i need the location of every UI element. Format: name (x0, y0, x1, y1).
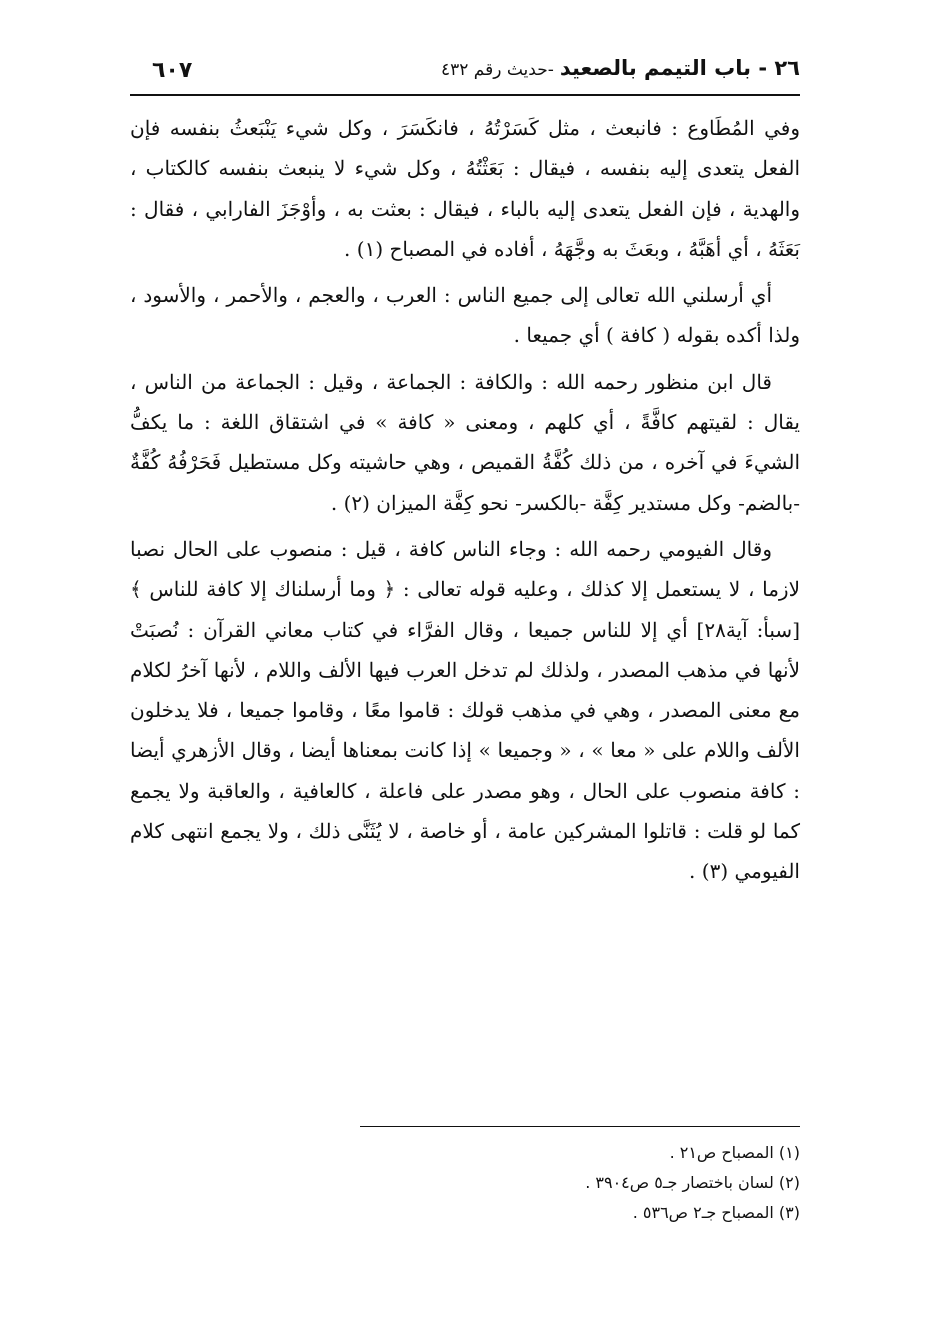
paragraph: أي أرسلني الله تعالى إلى جميع الناس : العرب ، والعجم ، والأحمر ، والأسود ، ولذا أكده بقوله ( كافة ) أي جميعا . (130, 283, 800, 348)
page-header (130, 56, 800, 88)
footnote: (١) المصباح ص٢١ . (669, 1143, 800, 1162)
running-title (441, 56, 800, 80)
page-number: ٦٠٧ (152, 58, 193, 83)
header-rule (130, 94, 800, 96)
paragraph: قال ابن منظور رحمه الله : والكافة : الجماعة ، وقيل : الجماعة من الناس ، يقال : لقيتهم كافَّةً ، أي كلهم ، ومعنى « كافة » في اشتقاق اللغة : ما يكفُّ الشيءَ في آخره ، من ذلك كُفَّةُ القميص ، وهي حاشيته وكل مستطيل فَحَرْفُهُ كُفَّةٌ -بالضم- وكل مستدير كِفَّة -بالكسر- نحو كِفَّة الميزان (٢) . (130, 369, 800, 515)
running-subtitle: -حديث رقم ٤٣٢ (440, 60, 554, 80)
running-title-text: ٢٦ - باب التيمم بالصعيد (559, 56, 800, 80)
footnote: (٢) لسان باختصار جـ٥ ص٣٩٠٤ . (585, 1173, 800, 1192)
body-text (130, 108, 800, 898)
footnote-rule (360, 1126, 800, 1127)
footnotes (130, 1138, 800, 1228)
paragraph: وفي المُطَاوع : فانبعث ، مثل كَسَرْتُهُ ، فانكَسَرَ ، وكل شيء يَنْبَعثُ بنفسه فإن الفعل يتعدى إليه بنفسه ، فيقال : بَعَثْتُهُ ، وكل شيء لا ينبعث بنفسه كالكتاب ، والهدية ، فإن الفعل يتعدى إليه بالباء ، فيقال : بعثت به ، وأوْجَزَ الفارابي ، فقال : بَعَثَهُ ، أي أهَبَّهُ ، وبعَثَ به وجَّهَهُ ، أفاده في المصباح (١) . (130, 116, 800, 261)
footnote: (٣) المصباح جـ٢ ص٥٣٦ . (632, 1203, 800, 1222)
paragraph: وقال الفيومي رحمه الله : وجاء الناس كافة ، قيل : منصوب على الحال نصبا لازما ، لا يستعمل إلا كذلك ، وعليه قوله تعالى : ﴿ وما أرسلناك إلا كافة للناس ﴾ [سبأ: آية٢٨] أي إلا للناس جميعا ، وقال الفرَّاء في كتاب معاني القرآن : نُصبَتْ لأنها في مذهب المصدر ، ولذلك لم تدخل العرب فيها الألف واللام ، لأنها آخرُ لكلام مع معنى المصدر ، وهي في مذهب قولك : قاموا معًا ، وقاموا جميعا ، فلا يدخلون الألف واللام على « معا » ، « وجميعا » إذا كانت بمعناها أيضا ، وقال الأزهري أيضا : كافة منصوب على الحال ، وهو مصدر على فاعلة ، كالعافية ، والعاقبة ولا يجمع كما لو قلت : قاتلوا المشركين عامة ، أو خاصة ، لا يُثَنَّى ذلك ، ولا يجمع انتهى كلام الفيومي (٣) . (130, 536, 800, 884)
